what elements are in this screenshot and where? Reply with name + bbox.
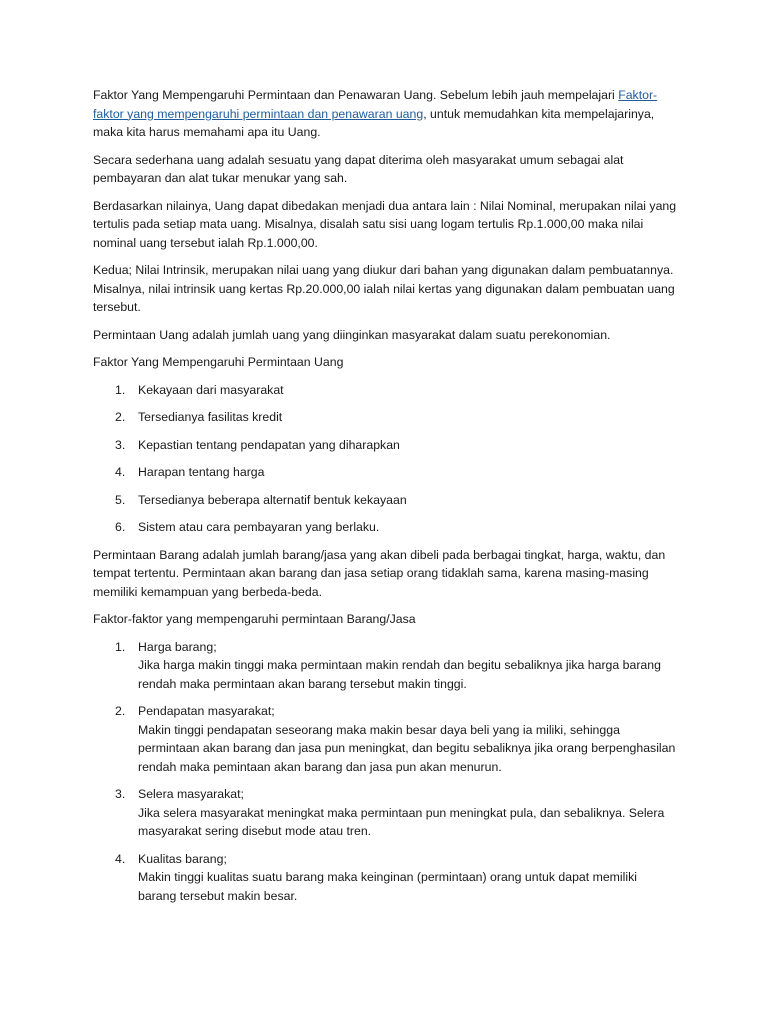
list-item [93,491,678,510]
goods-demand-paragraph: Permintaan Barang adalah jumlah barang/jasa yang akan dibeli pada berbagai tingkat, harga, waktu, dan tempat tertentu. Permintaan akan barang dan jasa setiap orang tidaklah sama, karena masing-masing memiliki kemampuan yang berbeda-beda. [93,547,666,599]
list-number: 1. [115,639,126,654]
list-number: 6. [115,520,126,534]
list-number: 3. [115,787,126,801]
intrinsic-value-paragraph: Kedua; Nilai Intrinsik, merupakan nilai uang yang diukur dari bahan yang digunakan dalam pembuatannya. Misalnya, nilai intrinsik uang kertas Rp.20.000,00 ialah nilai kertas yang digunakan dalam pembuatan uang tersebut. [93,263,675,314]
intro-paragraph [93,86,678,142]
list-item [93,381,678,400]
factor-description: Jika harga makin tinggi maka permintaan makin rendah dan begitu sebaliknya jika harga barang rendah maka permintaan akan barang tersebut makin tinggi. [138,658,661,691]
factor-description: Makin tinggi pendapatan seseorang maka makin besar daya beli yang ia miliki, sehingga permintaan akan barang dan jasa pun meningkat, dan begitu sebaliknya jika orang berpenghasilan rendah maka pemintaan akan barang dan jasa pun akan menurun. [138,722,676,774]
list-number: 5. [115,492,126,507]
list-item [93,408,678,427]
list-item-text: Sistem atau cara pembayaran yang berlaku. [138,520,380,534]
goods-factors-list [93,638,678,906]
list-item-text: Tersedianya fasilitas kredit [138,410,283,424]
list-item [93,518,678,537]
nominal-value-paragraph: Berdasarkan nilainya, Uang dapat dibedakan menjadi dua antara lain : Nilai Nominal, merupakan nilai yang tertulis pada setiap mata uang. Misalnya, disalah satu sisi uang logam tertulis Rp.1.000,00 maka nilai nominal uang tersebut ialah Rp.1.000,00. [93,198,677,250]
factor-description: Makin tinggi kualitas suatu barang maka keinginan (permintaan) orang untuk dapat memiliki barang tersebut makin besar. [138,870,637,903]
list-item [93,463,678,482]
factor-title: Selera masyarakat; [138,787,244,801]
factor-title: Pendapatan masyarakat; [138,704,275,718]
list-item [93,850,678,906]
list-item-text: Tersedianya beberapa alternatif bentuk kekayaan [138,492,407,507]
list-number: 2. [115,410,126,424]
money-factors-list [93,381,678,537]
factor-title: Kualitas barang; [138,851,227,866]
definition-paragraph: Secara sederhana uang adalah sesuatu yang dapat diterima oleh masyarakat umum sebagai alat pembayaran dan alat tukar menukar yang sah. [93,152,624,185]
factor-title: Harga barang; [138,639,217,654]
factor-description: Jika selera masyarakat meningkat maka permintaan pun meningkat pula, dan sebaliknya. Selera masyarakat sering disebut mode atau tren. [138,805,665,838]
money-factors-heading: Faktor Yang Mempengaruhi Permintaan Uang [93,355,344,369]
list-item [93,436,678,455]
list-item [93,785,678,841]
list-number: 4. [115,465,126,479]
list-item [93,702,678,776]
list-number: 3. [115,437,126,452]
list-item-text: Kekayaan dari masyarakat [138,382,284,397]
intro-text-post: , untuk memudahkan kita mempelajarinya, maka kita harus memahami apa itu Uang. [93,106,655,139]
intro-text-pre: Faktor Yang Mempengaruhi Permintaan dan Penawaran Uang. Sebelum lebih jauh mempelajari [93,88,619,102]
list-item [93,638,678,694]
list-item-text: Kepastian tentang pendapatan yang diharapkan [138,437,400,452]
list-number: 4. [115,851,126,866]
intro-link[interactable]: Faktor-faktor yang mempengaruhi permintaan dan penawaran uang [93,88,658,121]
list-number: 2. [115,704,126,718]
list-number: 1. [115,382,126,397]
money-demand-paragraph: Permintaan Uang adalah jumlah uang yang diinginkan masyarakat dalam suatu perekonomian. [93,327,611,342]
goods-factors-heading: Faktor-faktor yang mempengaruhi permintaan Barang/Jasa [93,612,416,626]
list-item-text: Harapan tentang harga [138,465,265,479]
